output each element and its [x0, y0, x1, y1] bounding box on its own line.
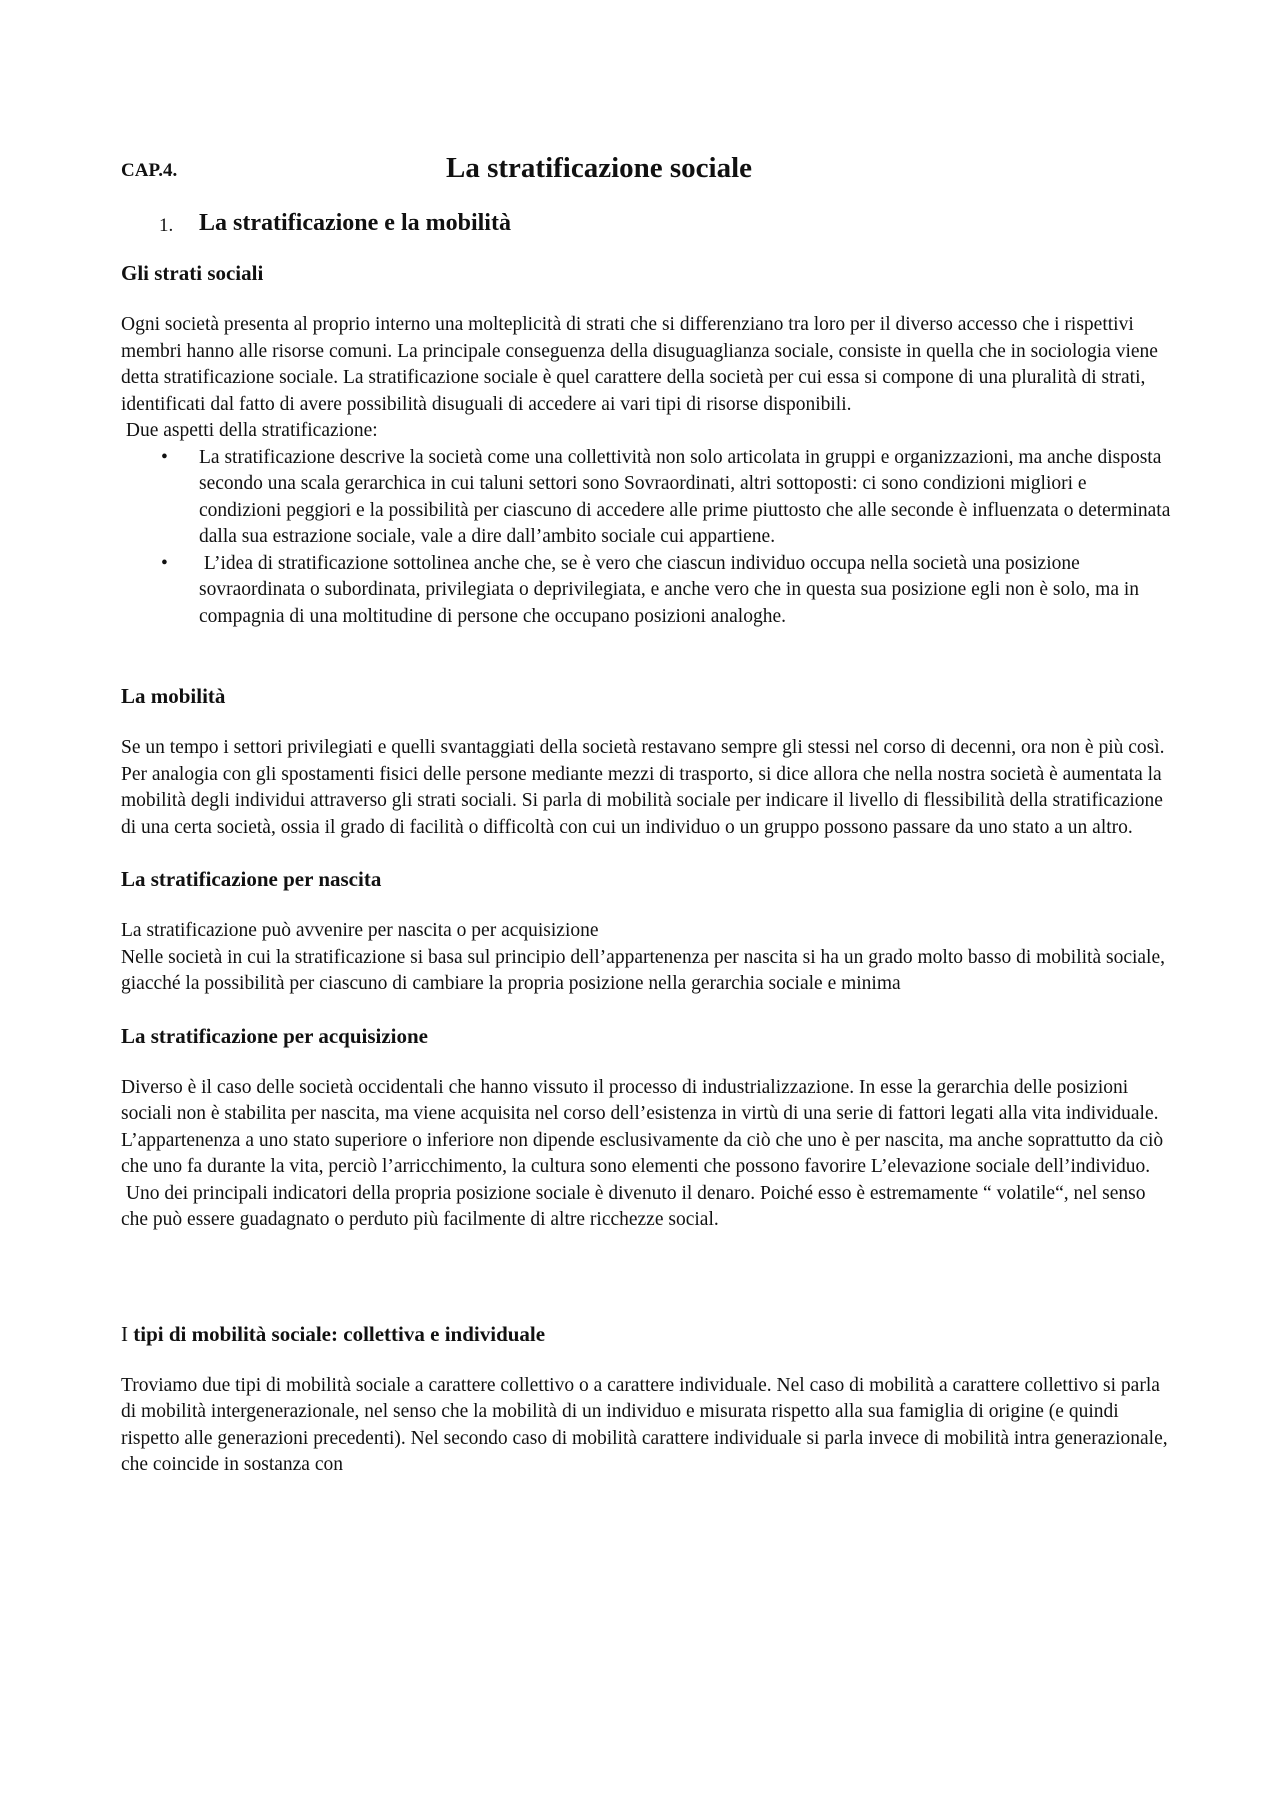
paragraph-strati: Ogni società presenta al proprio interno una molteplicità di strati che si differenziano tra loro per il diverso accesso che i rispettivi membri hanno alle risorse comuni. La principale conseguenza della disuguaglianza sociale, consiste in quella che in sociologia viene detta stratificazione sociale. La stratificazione sociale è quel carattere della società per cui essa si compone di una pluralità di strati, identificati dal fatto di avere possibilità disuguali di accedere ai vari tipi di risorse disponibili. [121, 314, 1158, 415]
paragraph-acquisizione-2: Uno dei principali indicatori della propria posizione sociale è divenuto il denaro. Poiché esso è estremamente “ volatile“, nel senso che può essere guadagnato o perduto più facilmente di altre ricchezze social. [121, 1182, 1151, 1230]
list-item-text: L’idea di stratificazione sottolinea anche che, se è vero che ciascun individuo occupa nella società una posizione sovraordinata o subordinata, privilegiata o deprivilegiata, e anche vero che in questa sua posizione egli non è solo, ma in compagnia di una moltitudine di persone che occupano posizioni analoghe. [199, 552, 1144, 627]
heading-tipi-mobilita [121, 1322, 1171, 1347]
paragraph-tipi: Troviamo due tipi di mobilità sociale a carattere collettivo o a carattere individuale. Nel caso di mobilità a carattere collettivo si parla di mobilità intergenerazionale, nel senso che la mobilità di un individuo e misurata rispetto alla sua famiglia di origine (e quindi rispetto alle generazioni precedenti). Nel secondo caso di mobilità carattere individuale si parla invece di mobilità intra generazionale, che coincide in sostanza con [121, 1374, 1168, 1475]
chapter-header [121, 150, 1171, 192]
section-number: 1. [159, 215, 174, 236]
heading-prefix: I [121, 1321, 134, 1346]
bullet-icon: • [161, 446, 168, 468]
paragraph-acquisizione-1: Diverso è il caso delle società occidentali che hanno vissuto il processo di industrializzazione. In esse la gerarchia delle posizioni sociali non è stabilita per nascita, ma viene acquisita nel corso dell’esistenza in virtù di una serie di fattori legati alla vita individuale. L’appartenenza a uno stato superiore o inferiore non dipende esclusivamente da ciò che uno è per nascita, ma anche soprattutto da ciò che uno fa durante la vita, perciò l’arricchimento, la cultura sono elementi che possono favorire L’elevazione sociale dell’individuo. [121, 1076, 1164, 1177]
document-content [121, 150, 1171, 1479]
nascita-line: La stratificazione può avvenire per nascita o per acquisizione [121, 920, 599, 941]
paragraph-nascita: Nelle società in cui la stratificazione si basa sul principio dell’appartenenza per nascita si ha un grado molto basso di mobilità sociale, giacché la possibilità per ciascuno di cambiare la propria posizione nella gerarchia sociale e minima [121, 946, 1165, 994]
page-title: La stratificazione sociale [446, 152, 753, 184]
heading-strati-sociali: Gli strati sociali [121, 261, 264, 285]
paragraph-mobilita: Se un tempo i settori privilegiati e quelli svantaggiati della società restavano sempre gli stessi nel corso di decenni, ora non è più così. Per analogia con gli spostamenti fisici delle persone mediante mezzi di trasporto, si dice allora che nella nostra società è aumentata la mobilità degli individui attraverso gli strati sociali. Si parla di mobilità sociale per indicare il livello di flessibilità della stratificazione di una certa società, ossia il grado di facilità o difficoltà con cui un individuo o un gruppo possono passare da uno stato a un altro. [121, 737, 1165, 838]
heading-mobilita: La mobilità [121, 684, 226, 708]
heading-text: tipi di mobilità sociale: collettiva e individuale [133, 1321, 546, 1346]
aspects-intro: Due aspetti della stratificazione: [121, 420, 378, 441]
list-item-text: La stratificazione descrive la società come una collettività non solo articolata in gruppi e organizzazioni, ma anche disposta secondo una scala gerarchica in cui taluni settori sono Sovraordinati, altri sottoposti: ci sono condizioni migliori e condizioni peggiori e la possibilità per ciascuno di accedere alle prime piuttosto che alle seconde è influenzata o determinata dalla sua estrazione sociale, vale a dire dall’ambito sociale cui appartiene. [199, 446, 1171, 547]
heading-stratificazione-nascita: La stratificazione per nascita [121, 867, 382, 891]
heading-stratificazione-acquisizione: La stratificazione per acquisizione [121, 1023, 428, 1048]
section-heading-1 [121, 210, 1171, 237]
list-item [121, 445, 1171, 551]
bullet-icon: • [161, 552, 168, 574]
chapter-label: CAP.4. [121, 160, 178, 181]
list-item [121, 551, 1171, 631]
section-title: La stratificazione e la mobilità [199, 210, 511, 236]
aspects-list [121, 445, 1171, 631]
